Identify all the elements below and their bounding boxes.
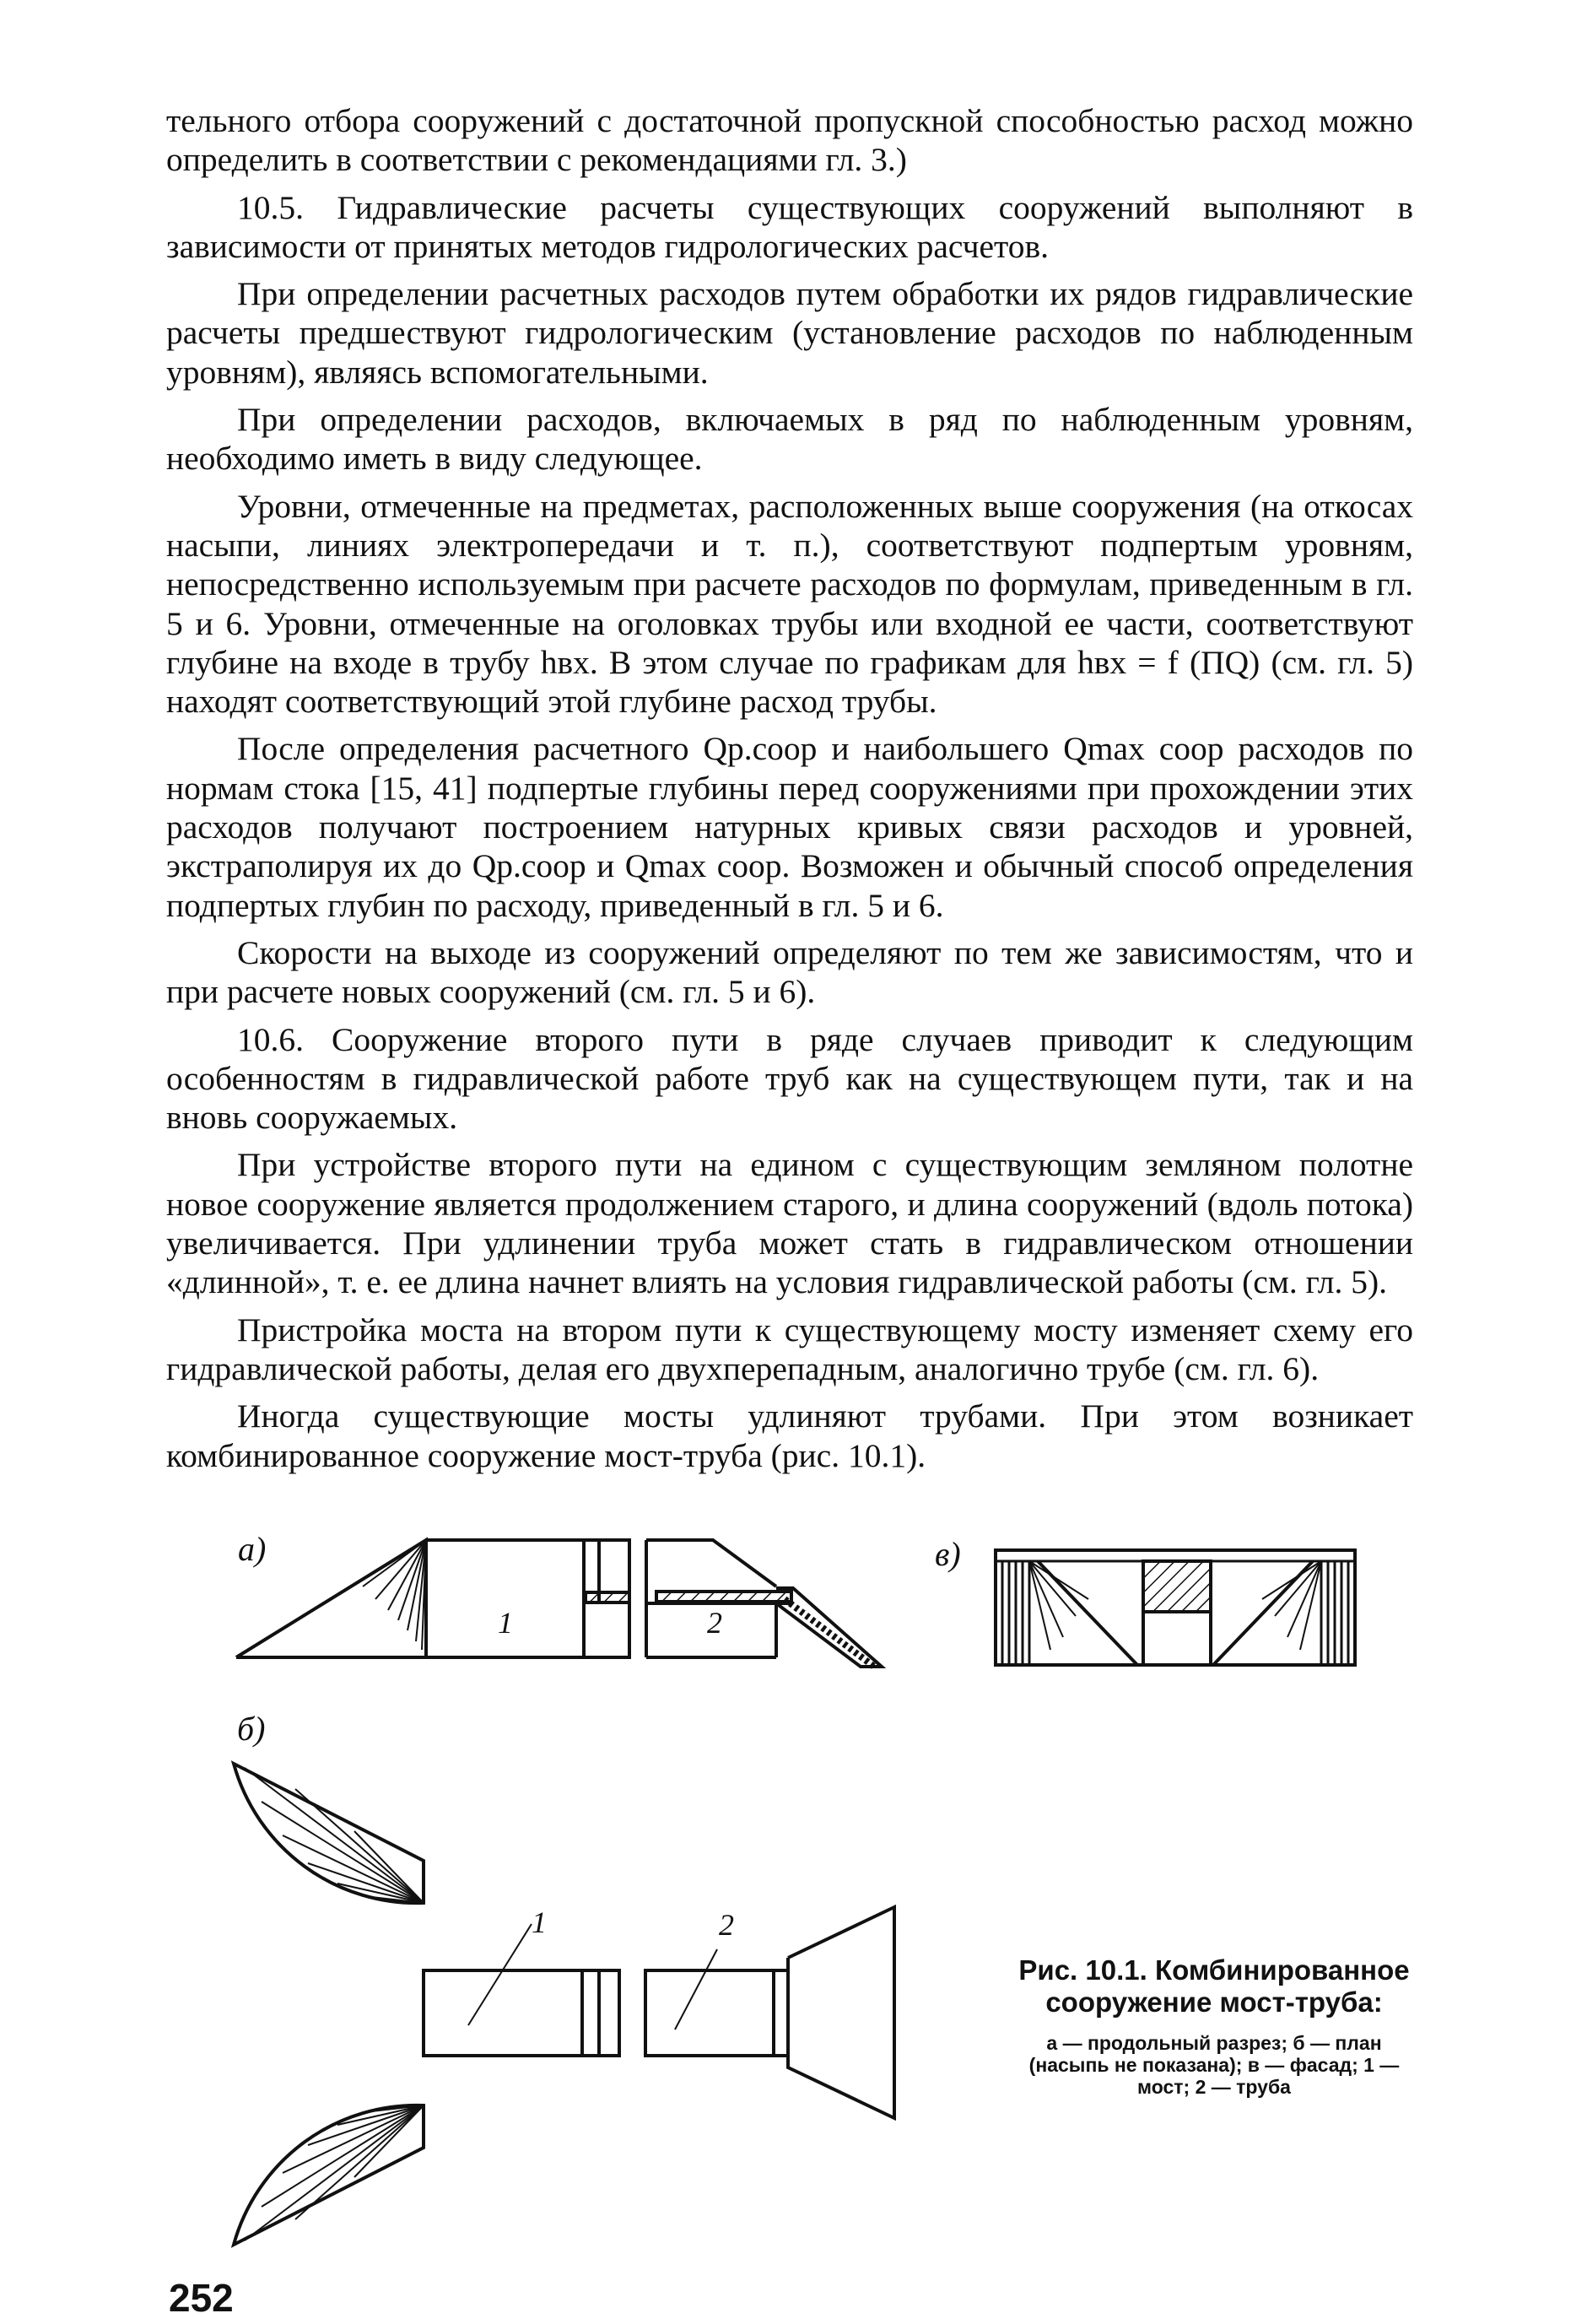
- paragraph: Скорости на выходе из сооружений определяют по тем же зависимостям, что и при расчете новых сооружений (см. гл. 5 и 6).: [166, 933, 1413, 1011]
- section-pipe-number: 2: [707, 1606, 722, 1640]
- section-view: [236, 1540, 882, 1667]
- paragraph: При определении расчетных расходов путем обработки их рядов гидравлические расчеты предшествуют гидрологическим (установление расходов по наблюденным уровням), являясь вспомогательными.: [166, 275, 1413, 391]
- paragraph: 10.5. Гидравлические расчеты существующих сооружений выполняют в зависимости от принятых методов гидрологических расчетов.: [166, 188, 1413, 265]
- paragraph: 10.6. Сооружение второго пути в ряде случаев приводит к следующим особенностям в гидравлической работе труб как на существующем пути, так и на вновь сооружаемых.: [166, 1020, 1413, 1137]
- figure-label-v: в): [935, 1535, 961, 1573]
- figure-label-a: а): [238, 1530, 267, 1568]
- facade-view: [996, 1550, 1355, 1665]
- caption-legend: а — продольный разрез; б — план (насыпь не показана); в — фасад; 1 — мост; 2 — труба: [1028, 2032, 1400, 2098]
- plan-pipe-number: 2: [719, 1908, 734, 1942]
- paragraph: После определения расчетного Qр.соор и наибольшего Qmax соор расходов по нормам стока [15, 41] подпертые глубины перед сооружениями при прохождении этих расходов получают построением натурных кривых связи расходов и уровней, экстраполируя их до Qр.соор и Qmax соор. Возможен и обычный способ определения подпертых глубин по расходу, приведенный в гл. 5 и 6.: [166, 730, 1413, 924]
- plan-view: [234, 1764, 894, 2245]
- plan-bridge-number: 1: [532, 1905, 547, 1939]
- figure-caption: [1007, 1954, 1421, 2098]
- section-bridge-number: 1: [498, 1606, 513, 1640]
- paragraph: тельного отбора сооружений с достаточной пропускной способностью расход можно определить в соответствии с рекомендациями гл. 3.): [166, 102, 1413, 179]
- caption-title: Рис. 10.1. Комбинированное сооружение мост-труба:: [1018, 1954, 1410, 2018]
- paragraph: При определении расходов, включаемых в ряд по наблюденным уровням, необходимо иметь в виду следующее.: [166, 401, 1413, 478]
- paragraph: При устройстве второго пути на едином с существующим земляном полотне новое сооружение является продолжением старого, и длина сооружений (вдоль потока) увеличивается. При удлинении труба может стать в гидравлическом отношении «длинной», т. е. ее длина начнет влиять на условия гидравлической работы (см. гл. 5).: [166, 1146, 1413, 1301]
- cone-fan: [363, 1540, 426, 1650]
- page-number: 252: [169, 2276, 234, 2320]
- figure-label-b: б): [237, 1710, 266, 1748]
- paragraph: Пристройка моста на втором пути к существующему мосту изменяет схему его гидравлической работы, делая его двухперепадным, аналогично трубе (см. гл. 6).: [166, 1311, 1413, 1387]
- paragraph: Иногда существующие мосты удлиняют трубами. При этом возникает комбинированное сооружение мост-труба (рис. 10.1).: [166, 1397, 1413, 1474]
- paragraph: Уровни, отмеченные на предметах, расположенных выше сооружения (на откосах насыпи, линиях электропередачи и т. п.), соответствуют подпертым уровням, непосредственно используемым при расчете расходов по формулам, приведенным в гл. 5 и 6. Уровни, отмеченные на оголовках трубы или входной ее части, соответствуют глубине на входе в трубу hвх. В этом случае по графикам для hвх = f (ПQ) (см. гл. 5) находят соответствующий этой глубине расход трубы.: [166, 487, 1413, 721]
